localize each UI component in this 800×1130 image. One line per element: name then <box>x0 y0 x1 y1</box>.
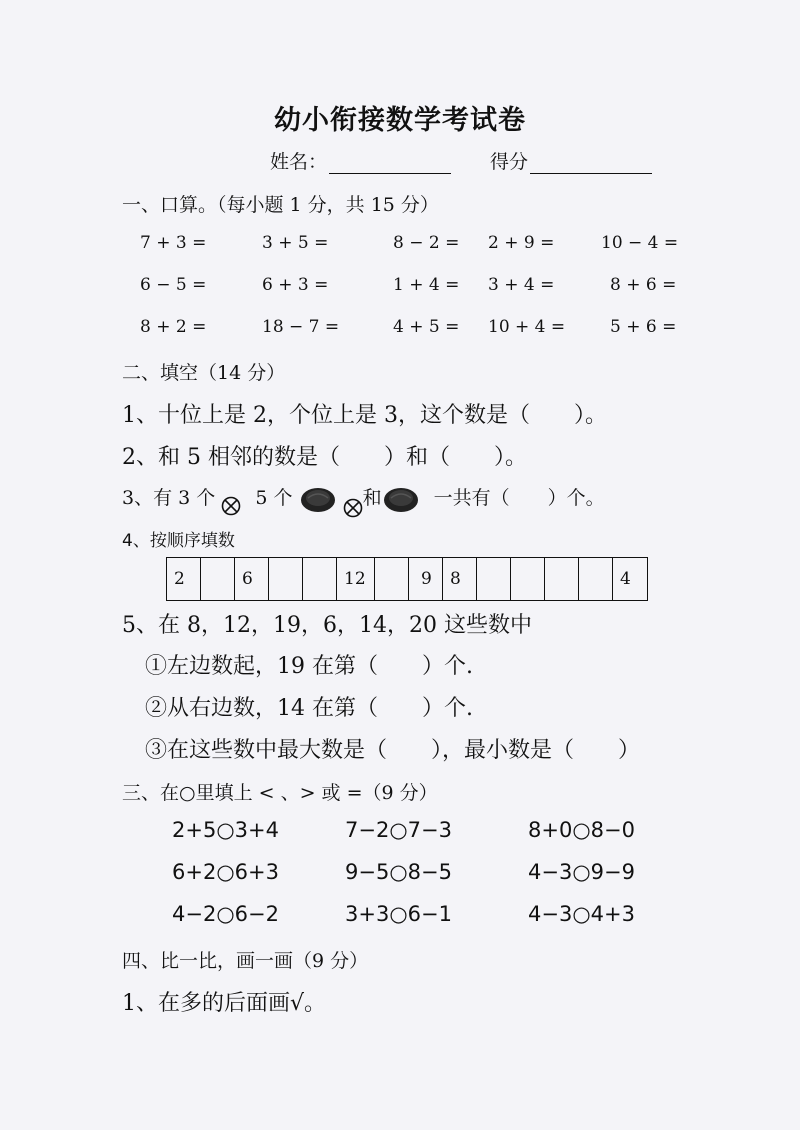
calc-item: 18 − 7 = <box>262 317 340 337</box>
sequence-cell[interactable] <box>269 558 303 600</box>
fill-question-3 <box>122 480 605 518</box>
compare-item: 2+5○3+4 <box>172 818 279 842</box>
sequence-cell: 12 <box>337 558 375 600</box>
sequence-cell[interactable] <box>477 558 511 600</box>
q3-part2: 5 个 <box>255 487 293 509</box>
calc-item: 10 − 4 = <box>601 233 679 253</box>
calc-item: 8 + 2 = <box>140 317 207 337</box>
fill-question-4-label: 4、按顺序填数 <box>122 531 235 551</box>
sequence-cell[interactable] <box>545 558 579 600</box>
section4-heading: 四、比一比，画一画（9 分） <box>122 950 369 972</box>
q3-part4: 一共有（ ）个。 <box>433 487 605 509</box>
calc-item: 8 + 6 = <box>610 275 677 295</box>
fill-question-5c: ③在这些数中最大数是（ ），最小数是（ ） <box>145 738 641 763</box>
circle-cross-icon <box>343 498 363 518</box>
sequence-cell[interactable] <box>303 558 337 600</box>
calc-item: 3 + 4 = <box>488 275 555 295</box>
sequence-cell[interactable] <box>375 558 409 600</box>
calc-item: 10 + 4 = <box>488 317 566 337</box>
sequence-cell: 2 <box>167 558 201 600</box>
calc-item: 1 + 4 = <box>393 275 460 295</box>
name-label: 姓名： <box>270 151 328 173</box>
sequence-grid <box>166 557 648 601</box>
calc-item: 3 + 5 = <box>262 233 329 253</box>
black-hat-icon <box>299 484 337 514</box>
compare-item: 4−3○4+3 <box>528 902 635 926</box>
compare-item: 4−3○9−9 <box>528 860 635 884</box>
compare-item: 8+0○8−0 <box>528 818 635 842</box>
sequence-cell: 6 <box>235 558 269 600</box>
section2-heading: 二、填空（14 分） <box>122 362 286 384</box>
compare-item: 3+3○6−1 <box>345 902 452 926</box>
sequence-cell: 8 <box>443 558 477 600</box>
calc-item: 5 + 6 = <box>610 317 677 337</box>
calc-item: 7 + 3 = <box>140 233 207 253</box>
fill-question-5a: ①左边数起，19 在第（ ）个. <box>145 654 473 679</box>
circle-cross-icon <box>221 496 241 516</box>
calc-item: 8 − 2 = <box>393 233 460 253</box>
black-hat-icon <box>382 484 420 514</box>
compare-item: 7−2○7−3 <box>345 818 452 842</box>
page-title: 幼小衔接数学考试卷 <box>274 105 526 136</box>
fill-question-2: 2、和 5 相邻的数是（ ）和（ ）。 <box>122 445 527 470</box>
sequence-cell[interactable] <box>201 558 235 600</box>
section1-heading: 一、口算。（每小题 1 分，共 15 分） <box>122 194 439 216</box>
compare-item: 4−2○6−2 <box>172 902 279 926</box>
sequence-cell[interactable] <box>511 558 545 600</box>
fill-question-5b: ②从右边数，14 在第（ ）个. <box>145 696 473 721</box>
calc-item: 2 + 9 = <box>488 233 555 253</box>
sequence-cell: 9 <box>409 558 443 600</box>
q3-part1: 3、有 3 个 <box>122 487 216 509</box>
calc-item: 6 − 5 = <box>140 275 207 295</box>
compare-item: 6+2○6+3 <box>172 860 279 884</box>
fill-question-1: 1、十位上是 2，个位上是 3，这个数是（ ）。 <box>122 403 607 428</box>
name-blank[interactable] <box>329 153 451 174</box>
score-label: 得分 <box>490 151 529 173</box>
section3-heading: 三、在○里填上 < 、> 或 =（9 分） <box>122 782 438 804</box>
q3-part3: 和 <box>362 487 382 509</box>
name-field <box>270 147 451 174</box>
calc-item: 6 + 3 = <box>262 275 329 295</box>
sequence-cell: 4 <box>620 569 631 589</box>
score-blank[interactable] <box>530 153 652 174</box>
compare-draw-question-1: 1、在多的后面画√。 <box>122 991 327 1016</box>
score-field <box>490 147 652 174</box>
fill-question-5-stem: 5、在 8，12，19，6，14，20 这些数中 <box>122 613 532 638</box>
calc-item: 4 + 5 = <box>393 317 460 337</box>
sequence-cell[interactable] <box>579 558 613 600</box>
compare-item: 9−5○8−5 <box>345 860 452 884</box>
